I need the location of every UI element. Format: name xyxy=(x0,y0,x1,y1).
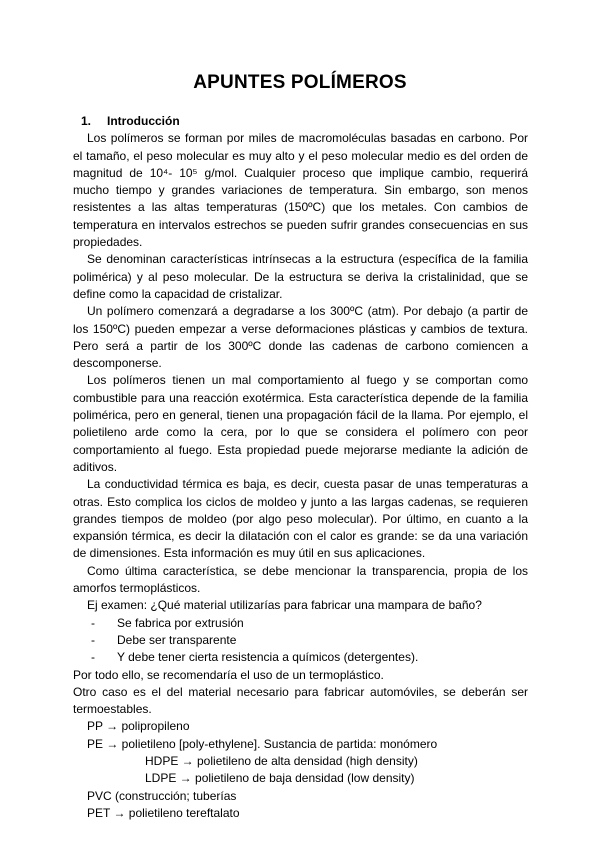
conclusion-text: Por todo ello, se recomendaría el uso de un termoplástico. xyxy=(73,667,384,682)
bullet-item xyxy=(73,632,528,649)
abbr-pet: PET → polietileno tereftalato xyxy=(87,805,240,820)
bullet-text: Y debe tener cierta resistencia a químicos (detergentes). xyxy=(117,650,419,665)
bullet-dash: - xyxy=(91,632,95,647)
bullet-text: Debe ser transparente xyxy=(117,632,237,647)
abbr-pvc: PVC (construcción; tuberías xyxy=(87,788,237,803)
other-case-text: Otro caso es el del material necesario para fabricar automóviles, se deberán ser termoestables. xyxy=(73,684,528,717)
bullet-item xyxy=(73,615,528,632)
section-number: 1. xyxy=(81,114,92,128)
paragraph-2: Se denominan características intrínsecas a la estructura (específica de la familia polimérica) y al peso molecular. De la estructura se deriva la cristalinidad, que se define como la capacidad de cristalizar. xyxy=(73,252,528,301)
abbr-pp: PP → polipropileno xyxy=(87,719,190,734)
section-heading xyxy=(73,113,528,130)
document-title: APUNTES POLÍMEROS xyxy=(193,72,407,93)
document-body xyxy=(73,113,528,822)
section-heading-text: Introducción xyxy=(107,114,180,128)
abbr-pe: PE → polietileno [poly-ethylene]. Sustancia de partida: monómero xyxy=(87,736,438,751)
abbr-ldpe: LDPE → polietileno de baja densidad (low density) xyxy=(145,771,415,786)
bullet-text: Se fabrica por extrusión xyxy=(117,615,244,630)
abbr-hdpe: HDPE → polietileno de alta densidad (high density) xyxy=(145,753,418,768)
bullet-dash: - xyxy=(91,650,95,665)
exam-question: Ej examen: ¿Qué material utilizarías para fabricar una mampara de baño? xyxy=(87,598,482,613)
paragraph-5: La conductividad térmica es baja, es decir, cuesta pasar de unas temperaturas a otras. Esto complica los ciclos de moldeo y junto a las largas cadenas, se requieren grandes tiempos de moldeo (por algo peso molecular). Por último, en cuanto a la expansión térmica, es decir la dilatación con el calor es grande: se da una variación de dimensiones. Esta información es muy útil en sus aplicaciones. xyxy=(73,477,528,561)
paragraph-6: Como última característica, se debe mencionar la transparencia, propia de los amorfos termoplásticos. xyxy=(73,563,528,596)
paragraph-4: Los polímeros tienen un mal comportamiento al fuego y se comportan como combustible para una reacción exotérmica. Esta característica depende de la familia polimérica, pero en general, tienen una propagación fácil de la llama. Por ejemplo, el polietileno arde como la cera, por lo que se considera el polímero con peor comportamiento al fuego. Esta propiedad puede mejorarse mediante la adición de aditivos. xyxy=(73,373,528,474)
paragraph-3: Un polímero comenzará a degradarse a los 300ºC (atm). Por debajo (a partir de los 150ºC) pueden empezar a verse deformaciones plásticas y cambios de textura. Pero será a partir de los 300ºC donde las cadenas de carbono comiencen a descomponerse. xyxy=(73,304,528,371)
bullet-item xyxy=(73,649,528,666)
bullet-dash: - xyxy=(91,615,95,630)
paragraph-1: Los polímeros se forman por miles de macromoléculas basadas en carbono. Por el tamaño, el peso molecular es muy alto y el peso molecular medio es del orden de magnitud de 10⁴- 10⁵ g/mol. Cualquier proceso que implique cambio, requerirá mucho tiempo y grandes variaciones de temperatura. Sin embargo, son menos resistentes a las altas temperaturas (150ºC) que los metales. Con cambios de temperatura en intervalos estrechos se pueden sufrir grandes consecuencias en sus propiedades. xyxy=(73,131,528,250)
